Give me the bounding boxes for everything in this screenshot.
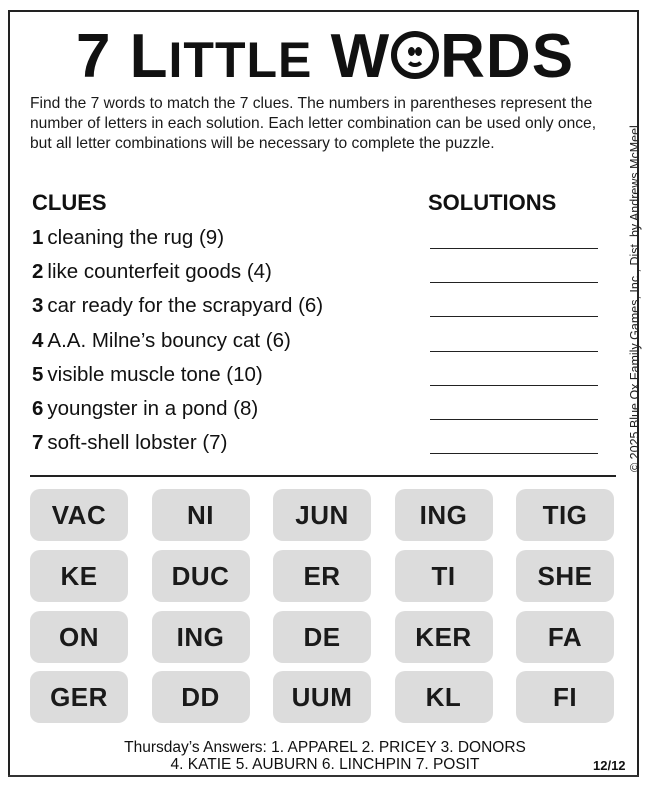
letter-tile[interactable]: SHE	[516, 550, 614, 602]
solution-blank[interactable]	[430, 281, 598, 283]
letter-tile[interactable]: KE	[30, 550, 128, 602]
previous-answers	[0, 739, 650, 773]
title-part-3: RDS	[440, 22, 575, 91]
letter-tile[interactable]: FI	[516, 671, 614, 723]
clue-text: visible muscle tone (10)	[47, 362, 263, 386]
puzzle-title	[0, 22, 650, 95]
letter-tile[interactable]: VAC	[30, 489, 128, 541]
solution-blank[interactable]	[430, 247, 598, 249]
solution-blank[interactable]	[430, 350, 598, 352]
solution-blank[interactable]	[430, 315, 598, 317]
letter-tile[interactable]: JUN	[273, 489, 371, 541]
letter-tile[interactable]: DUC	[152, 550, 250, 602]
title-part-1-small: ITTLE	[168, 32, 313, 88]
clue-row	[32, 294, 323, 318]
title-part-2: W	[312, 22, 391, 91]
clue-text: car ready for the scrapyard (6)	[47, 294, 324, 318]
clue-number: 2	[32, 260, 44, 284]
letter-tile[interactable]: GER	[30, 671, 128, 723]
previous-answers-line-1: Thursday’s Answers: 1. APPAREL 2. PRICEY 3. DONORS	[124, 739, 526, 756]
letter-tile[interactable]: KL	[395, 671, 493, 723]
letter-tile[interactable]: ER	[273, 550, 371, 602]
solution-blank[interactable]	[430, 452, 598, 454]
clue-text: like counterfeit goods (4)	[47, 260, 272, 284]
clues-heading: CLUES	[32, 190, 107, 215]
clue-row	[32, 363, 263, 387]
clue-row	[32, 329, 291, 353]
clue-number: 4	[32, 328, 44, 352]
clue-row	[32, 226, 224, 250]
previous-answers-line-2: 4. KATIE 5. AUBURN 6. LINCHPIN 7. POSIT	[170, 756, 480, 773]
clue-number: 7	[32, 431, 44, 455]
clue-number: 6	[32, 397, 44, 420]
instructions-text: Find the 7 words to match the 7 clues. The numbers in parentheses represent the number of letters in each solution. Each letter combination can be used only once, but all letter combinations will be necessary to complete the puzzle.	[30, 95, 597, 152]
letter-tile[interactable]: DD	[152, 671, 250, 723]
solutions-heading: SOLUTIONS	[428, 190, 557, 215]
clue-number: 1	[32, 226, 44, 249]
letter-tile[interactable]: UUM	[273, 671, 371, 723]
letter-tile[interactable]: FA	[516, 611, 614, 663]
solution-blank[interactable]	[430, 418, 598, 420]
clue-text: soft-shell lobster (7)	[47, 431, 228, 455]
letter-tile[interactable]: ING	[152, 611, 250, 663]
bottom-border	[8, 775, 639, 777]
letter-tile[interactable]: ON	[30, 611, 128, 663]
clue-row	[32, 260, 272, 284]
clue-text: youngster in a pond (8)	[47, 397, 259, 420]
smiley-face-icon	[391, 31, 439, 79]
clue-row	[32, 431, 227, 455]
letter-tile[interactable]: TIG	[516, 489, 614, 541]
puzzle-date: 12/12	[593, 758, 626, 773]
solution-blank[interactable]	[430, 384, 598, 386]
letter-tile[interactable]: ING	[395, 489, 493, 541]
title-part-1: 7 L	[75, 22, 169, 91]
letter-tile[interactable]: NI	[152, 489, 250, 541]
clue-row	[32, 397, 258, 421]
letter-tile[interactable]: DE	[273, 611, 371, 663]
copyright-text: © 2025 Blue Ox Family Games, Inc., Dist. by Andrews McMeel	[628, 125, 642, 472]
letter-tile[interactable]: TI	[395, 550, 493, 602]
clue-text: cleaning the rug (9)	[47, 226, 225, 249]
clue-text: A.A. Milne’s bouncy cat (6)	[47, 328, 291, 352]
letter-tile[interactable]: KER	[395, 611, 493, 663]
clue-number: 5	[32, 362, 44, 386]
clue-number: 3	[32, 294, 44, 318]
divider	[30, 475, 616, 477]
